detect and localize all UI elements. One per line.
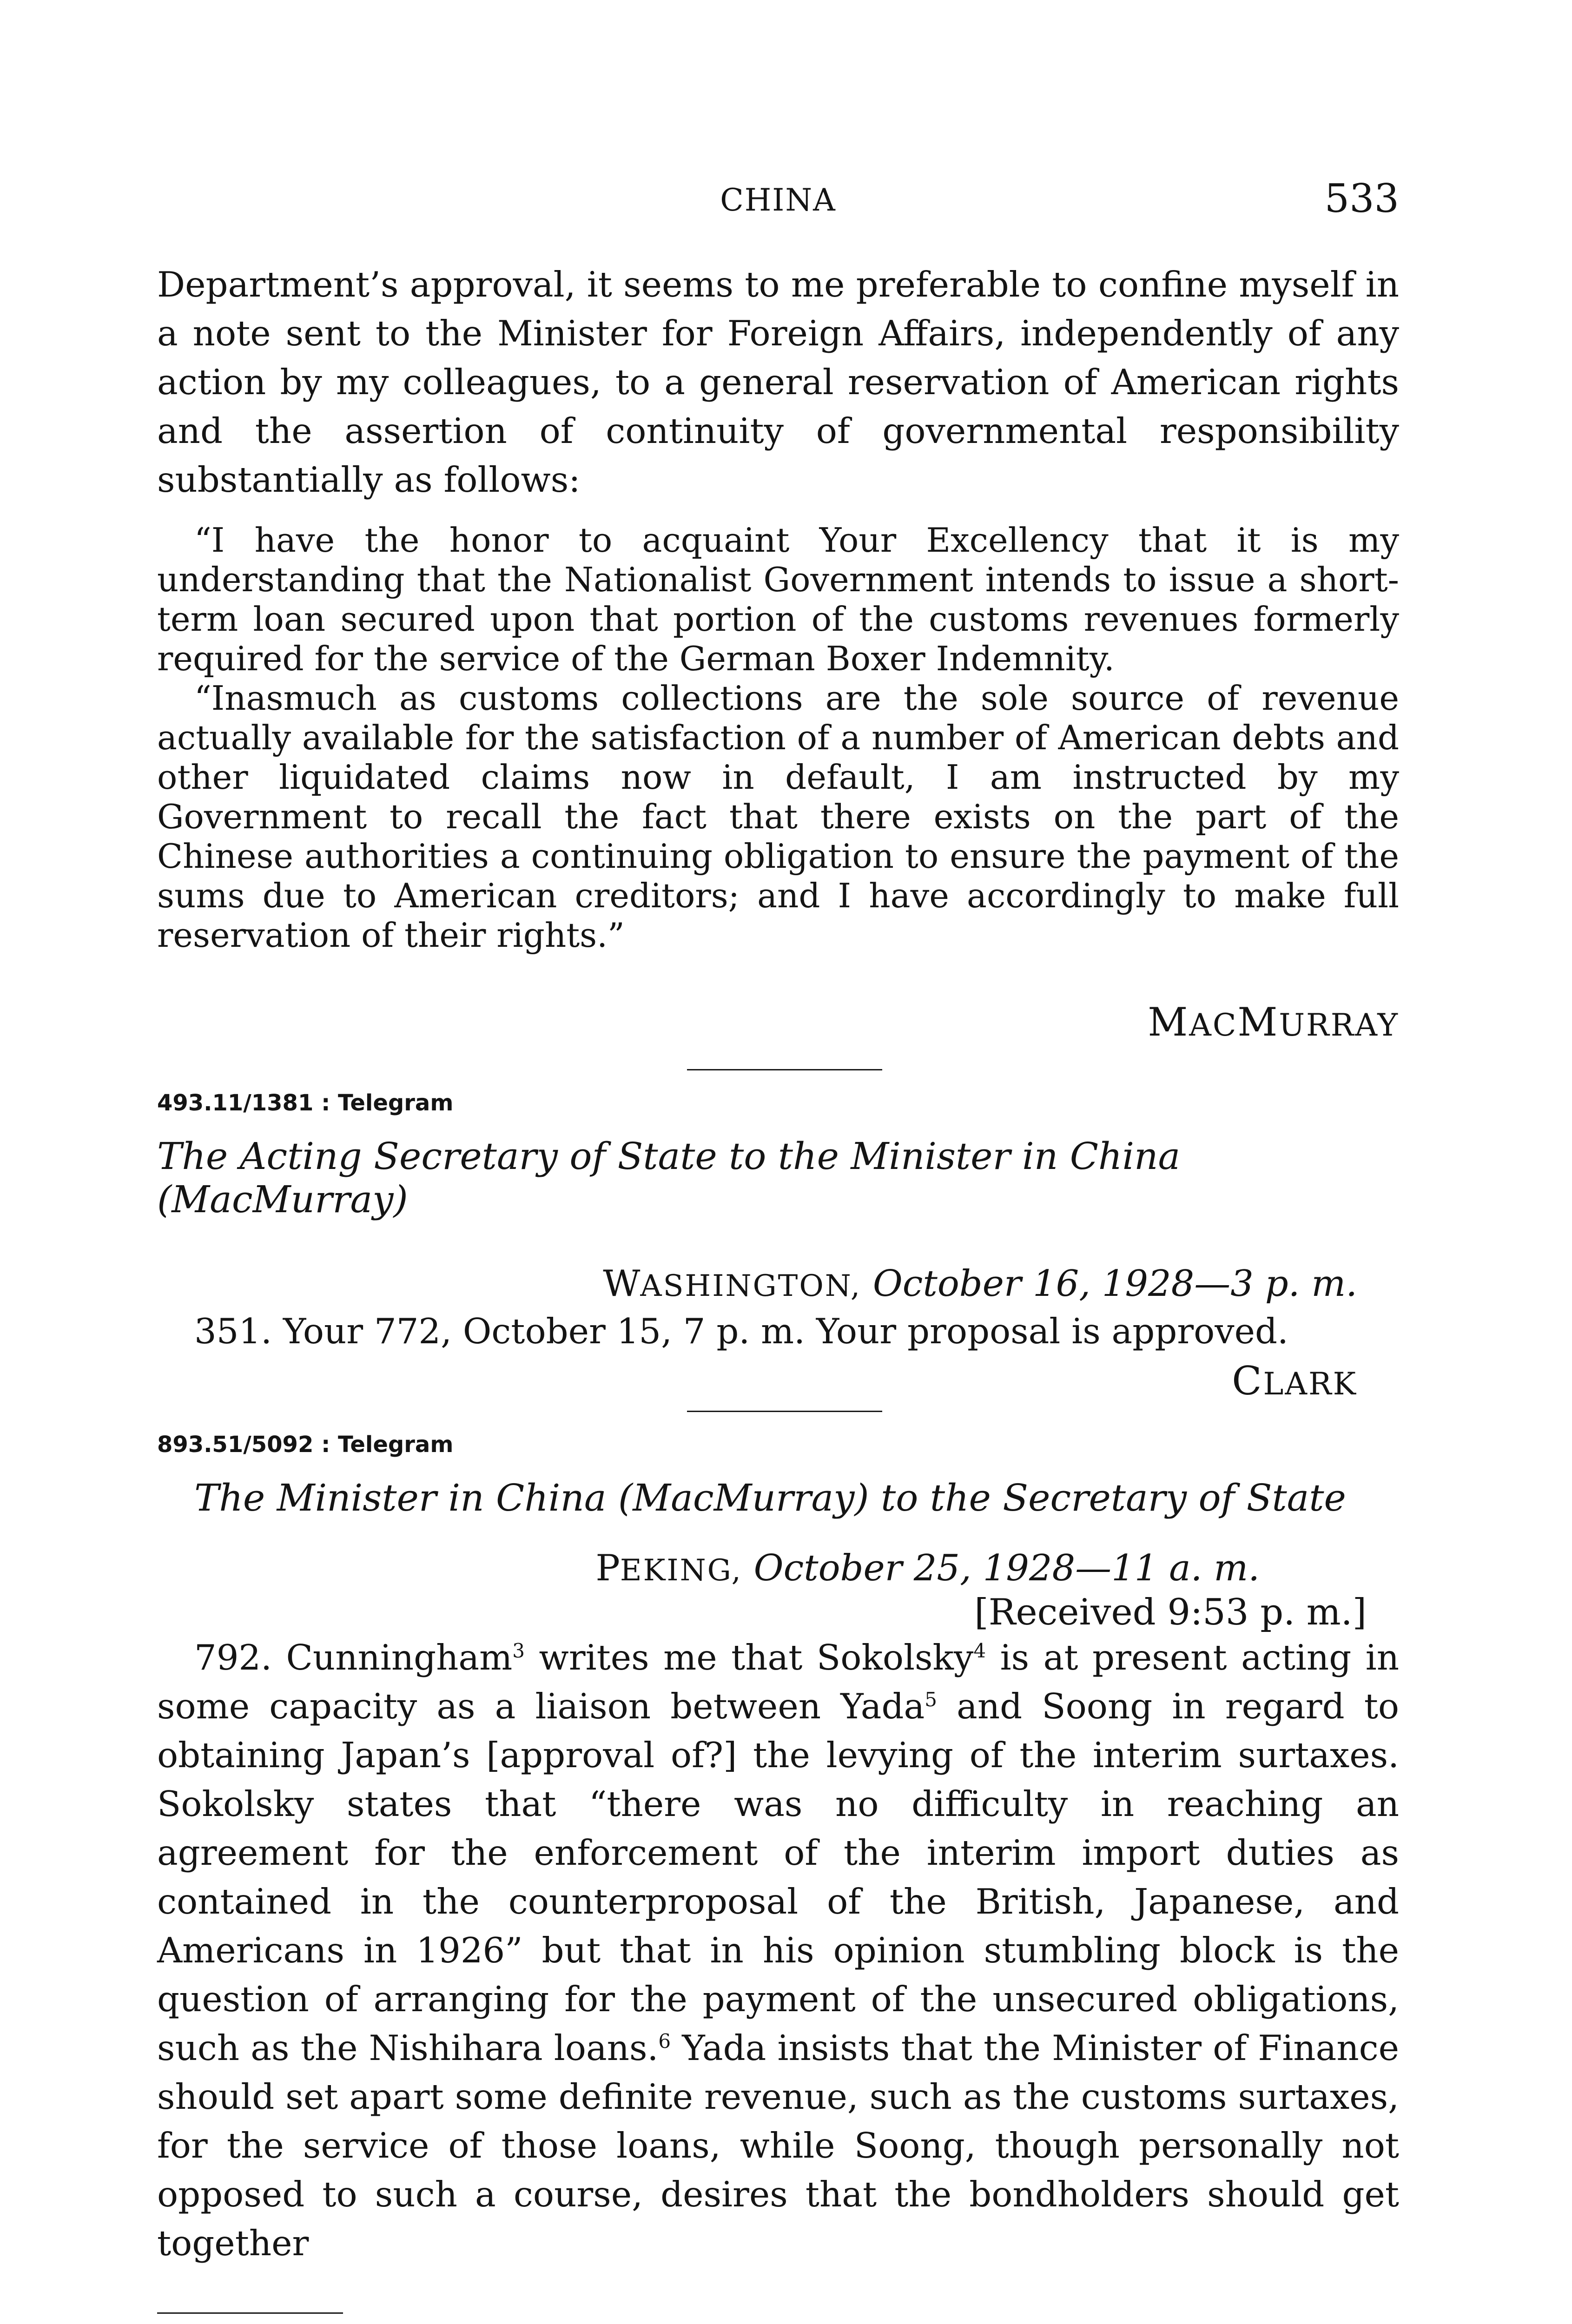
telegram-date: October 25, 1928—11 a. m. [753, 1547, 1260, 1589]
received-time: [Received 9:53 p. m.] [974, 1591, 1367, 1633]
section-divider-2 [687, 1411, 882, 1412]
telegram-1 [157, 1090, 1399, 1404]
telegram-body: 351. Your 772, October 15, 7 p. m. Your proposal is approved. [194, 1311, 1288, 1352]
telegram-number: 792. [194, 1637, 272, 1678]
footnote-ref-6: 6 [658, 2030, 671, 2053]
page-number: 533 [1324, 176, 1399, 221]
quote-paragraph-1: “I have the honor to acquaint Your Excellency that it is my understanding that the Nationalist Government intends to issue a short-term loan secured upon that portion of the customs revenues formerly required for the service of the German Boxer Indemnity. [157, 521, 1399, 678]
page-header [157, 176, 1399, 231]
running-title: CHINA [720, 182, 836, 218]
telegram-title: The Acting Secretary of State to the Minister in China (MacMurray) [157, 1135, 1181, 1221]
dateline: PEKING, October 25, 1928—11 a. m. [595, 1547, 1260, 1589]
telegram-number: 351. [194, 1311, 272, 1352]
telegram-date: October 16, 1928—3 p. m. [872, 1263, 1357, 1305]
intro-paragraph: Department’s approval, it seems to me preferable to confine myself in a note sent to the Minister for Foreign Affairs, independently of any action by my colleagues, to a general reservation of American rights and the assertion of continuity of governmental responsibility substantially as follows: [157, 264, 1399, 500]
footnote-ref-3: 3 [512, 1639, 525, 1662]
intro-section [157, 260, 1399, 504]
footnote-divider [157, 2312, 343, 2314]
signature-clark: CLARK [1232, 1358, 1357, 1404]
section-divider-1 [687, 1069, 882, 1070]
quote-paragraph-2: “Inasmuch as customs collections are the sole source of revenue actually available for the satisfaction of a number of American debts and other liquidated claims now in default, I am instructed by my Government to recall the fact that there exists on the part of the Chinese authorities a continuing obligation to ensure the payment of the sums due to American creditors; and I have accordingly to make full reservation of their rights.” [157, 679, 1399, 955]
file-reference: 893.51/5092 : Telegram [157, 1432, 454, 1458]
signature-macmurray: MACMURRAY [1148, 999, 1399, 1045]
footnote-ref-5: 5 [925, 1688, 937, 1711]
footnote-ref-4: 4 [973, 1639, 986, 1662]
telegram-2 [157, 1432, 1399, 2268]
dateline: WASHINGTON, October 16, 1928—3 p. m. [603, 1263, 1357, 1305]
telegram-body: 792. Cunningham$^3$ writes me that Sokolsky$^4$ is at present acting in some capacity as a liaison between Yada$^5$ and Soong in regard to obtaining Japan’s [approval of?] the levying of the interim surtaxes. Sokolsky states that “there was no difficulty in reaching an agreement for the enforcement of the interim import duties as contained in the counterproposal of the British, Japanese, and Americans in 1926” but that in his opinion stumbling block is the question of arranging for the payment of the unsecured obligations, such as the Nishihara loans.$^6$ Yada insists that the Minister of Finance should set apart some definite revenue, such as the customs surtaxes, for the service of those loans, while Soong, though personally not opposed to such a course, desires that the bondholders should get together [157, 1637, 1400, 2264]
file-reference: 493.11/1381 : Telegram [157, 1090, 454, 1116]
telegram-title: The Minister in China (MacMurray) to the Secretary of State [194, 1476, 1346, 1519]
quoted-note [157, 521, 1399, 955]
